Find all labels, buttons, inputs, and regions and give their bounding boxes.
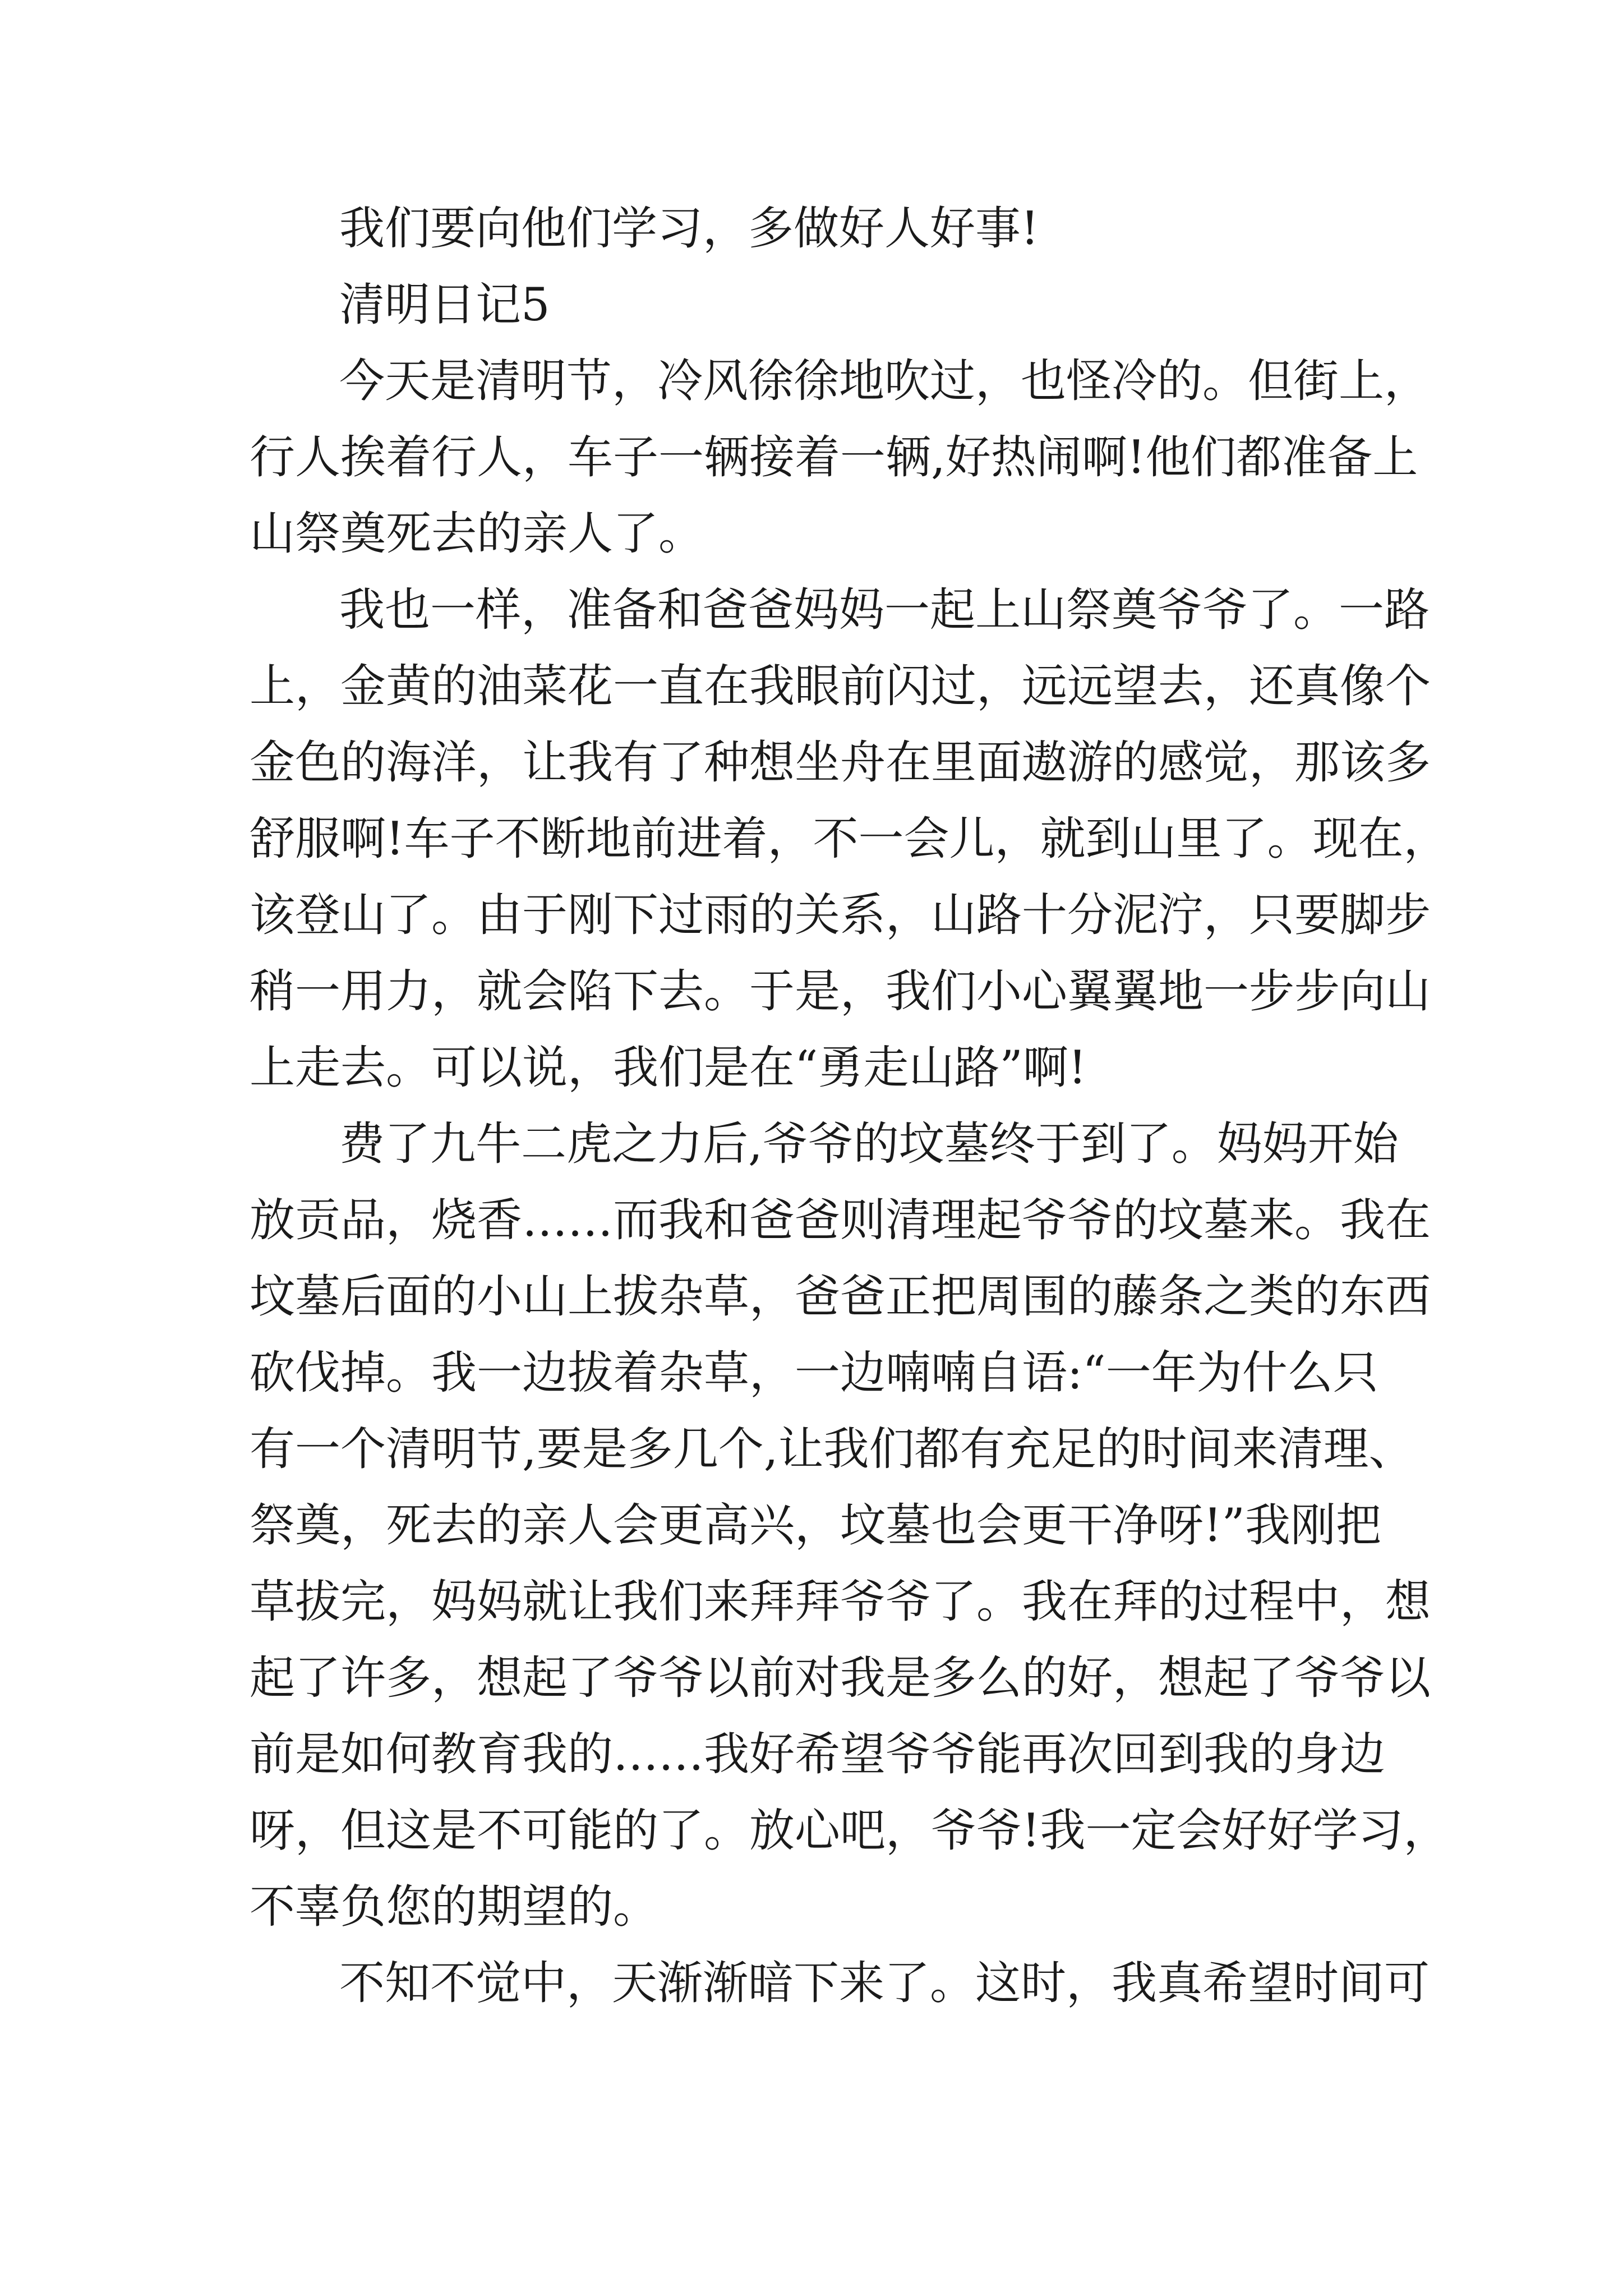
text-line: 上走去。可以说，我们是在“勇走山路”啊! <box>250 1042 1087 1094</box>
text-line: 呀，但这是不可能的了。放心吧，爷爷!我一定会好好学习， <box>250 1805 1449 1857</box>
text-line: 行人挨着行人，车子一辆接着一辆,好热闹啊!他们都准备上 <box>250 431 1418 484</box>
section-heading: 清明日记5 <box>339 279 550 332</box>
document-body <box>250 191 1449 2022</box>
text-line: 放贡品，烧香……而我和爸爸则清理起爷爷的坟墓来。我在 <box>250 1194 1431 1247</box>
text-line: 砍伐掉。我一边拔着杂草，一边喃喃自语:“一年为什么只 <box>250 1347 1378 1400</box>
text-line: 前是如何教育我的……我好希望爷爷能再次回到我的身边 <box>250 1728 1386 1781</box>
text-line: 金色的海洋，让我有了种想坐舟在里面遨游的感觉，那该多 <box>250 737 1431 789</box>
text-line: 该登山了。由于刚下过雨的关系，山路十分泥泞，只要脚步 <box>250 889 1431 942</box>
text-line: 舒服啊!车子不断地前进着，不一会儿，就到山里了。现在， <box>250 813 1449 866</box>
text-line: 上，金黄的油菜花一直在我眼前闪过，远远望去，还真像个 <box>250 660 1431 713</box>
text-line: 祭奠，死去的亲人会更高兴，坟墓也会更干净呀!”我刚把 <box>250 1499 1381 1552</box>
text-line: 草拔完，妈妈就让我们来拜拜爷爷了。我在拜的过程中，想 <box>250 1576 1431 1628</box>
text-line: 稍一用力，就会陷下去。于是，我们小心翼翼地一步步向山 <box>250 965 1431 1018</box>
text-line: 我们要向他们学习，多做好人好事! <box>339 203 1039 255</box>
text-line: 不辜负您的期望的。 <box>250 1881 659 1934</box>
text-line: 费了九牛二虎之力后,爷爷的坟墓终于到了。妈妈开始 <box>339 1118 1399 1171</box>
text-line: 我也一样，准备和爸爸妈妈一起上山祭奠爷爷了。一路 <box>339 584 1430 637</box>
text-line: 山祭奠死去的亲人了。 <box>250 508 704 560</box>
text-line: 有一个清明节,要是多几个,让我们都有充足的时间来清理、 <box>250 1423 1414 1476</box>
text-line: 今天是清明节，冷风徐徐地吹过，也怪冷的。但街上， <box>339 355 1430 408</box>
text-line: 不知不觉中，天渐渐暗下来了。这时，我真希望时间可 <box>339 1957 1430 2010</box>
text-line: 坟墓后面的小山上拔杂草，爸爸正把周围的藤条之类的东西 <box>250 1271 1431 1323</box>
text-line: 起了许多，想起了爷爷以前对我是多么的好，想起了爷爷以 <box>250 1652 1431 1705</box>
